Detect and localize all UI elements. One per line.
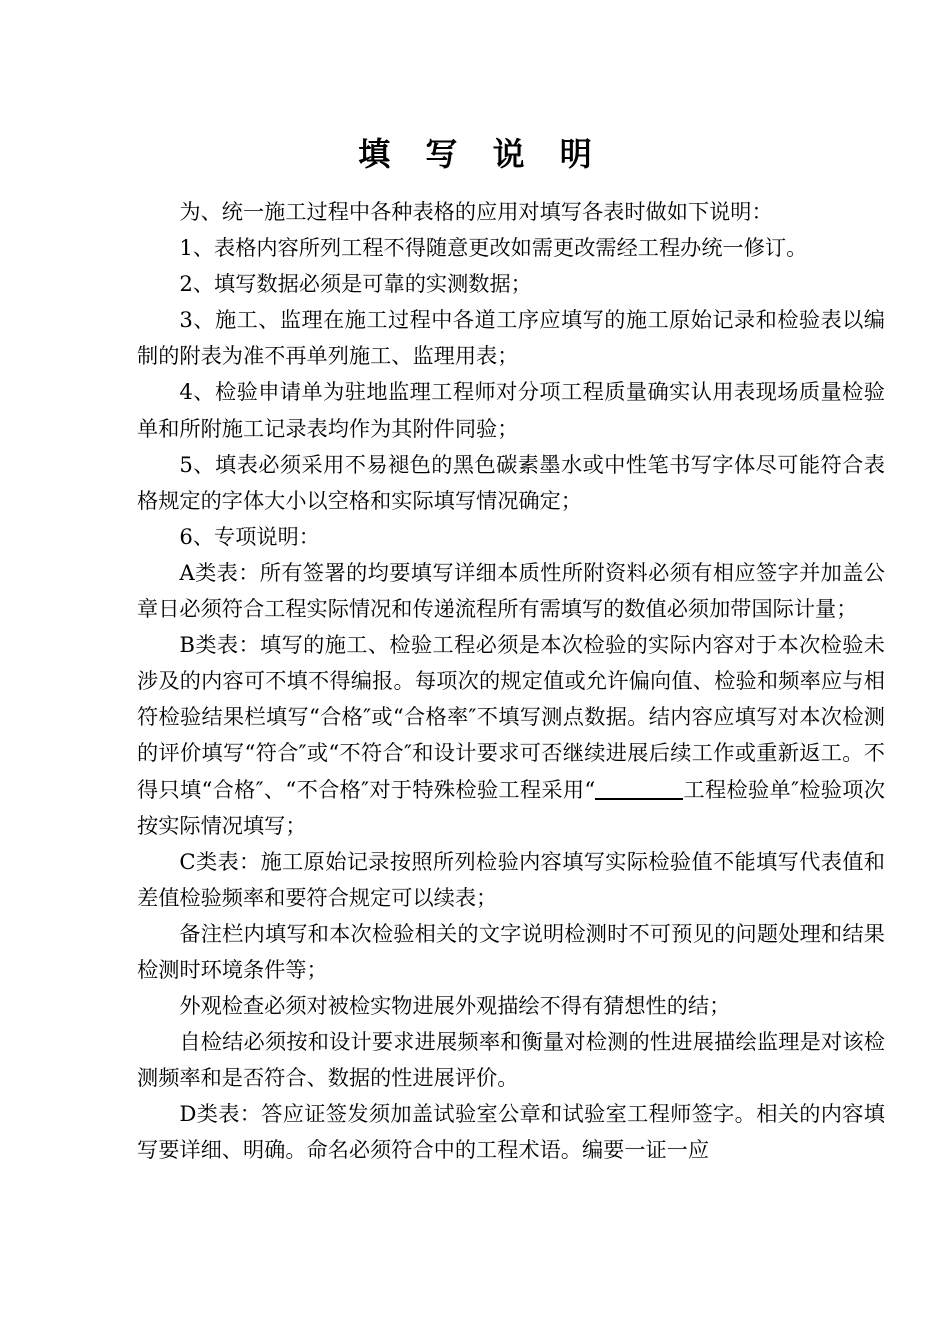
paragraph-self-check: 自检结必须按和设计要求进展频率和衡量对检测的性进展描绘监理是对该检测频率和是否符合、数据的性进展评价。 [137,1029,885,1091]
paragraph-remarks: 备注栏内填写和本次检验相关的文字说明检测时不可预见的问题处理和结果检测时环境条件等； [137,920,885,982]
paragraph-class-b [137,627,885,844]
paragraph-item-2: 2、填写数据必须是可靠的实测数据； [179,271,532,297]
paragraph-item-3: 3、施工、监理在施工过程中各道工序应填写的施工原始记录和检验表以编制的附表为准不再单列施工、监理用表； [137,307,885,369]
class-b-text-after-blank: 工程检验单″检验项次按实际情况填写； [137,776,886,838]
paragraph-item-6: 6、专项说明： [179,523,320,549]
paragraph-appearance-check: 外观检查必须对被检实物进展外观描绘不得有猜想性的结； [179,993,731,1019]
paragraph-intro: 为、统一施工过程中各种表格的应用对填写各表时做如下说明： [179,199,773,224]
class-b-text-before-blank: B类表：填写的施工、检验工程必须是本次检验的实际内容对于本次检验未涉及的内容可不填不得编报。每项次的规定值或允许偏向值、检验和频率应与相符检验结果栏填写“合格″或“合格率″不填写测点数据。结内容应填写对本次检测的评价填写“符合″或“不符合″和设计要求可否继续进展后续工作或重新返工。不得只填“合格″、“不合格″对于特殊检验工程采用“ [137,632,885,802]
paragraph-class-d: D类表：答应证签发须加盖试验室公章和试验室工程师签字。相关的内容填写要详细、明确。命名必须符合中的工程术语。编要一证一应 [137,1101,885,1163]
paragraph-item-4: 4、检验申请单为驻地监理工程师对分项工程质量确实认用表现场质量检验单和所附施工记录表均作为其附件同验； [137,379,885,441]
instructions-body [137,194,885,1169]
paragraph-class-a: A类表：所有签署的均要填写详细本质性所附资料必须有相应签字并加盖公章日必须符合工程实际情况和传递流程所有需填写的数值必须加带国际计量； [137,559,885,622]
paragraph-class-c: C类表：施工原始记录按照所列检验内容填写实际检验值不能填写代表值和差值检验频率和要符合规定可以续表； [137,848,885,910]
paragraph-item-1: 1、表格内容所列工程不得随意更改如需更改需经工程办统一修订。 [179,235,808,261]
fill-in-blank-line [595,776,683,799]
page-title: 填 写 说 明 [358,135,604,173]
paragraph-item-5: 5、填表必须采用不易褪色的黑色碳素墨水或中性笔书写字体尽可能符合表格规定的字体大小以空格和实际填写情况确定； [137,451,885,513]
